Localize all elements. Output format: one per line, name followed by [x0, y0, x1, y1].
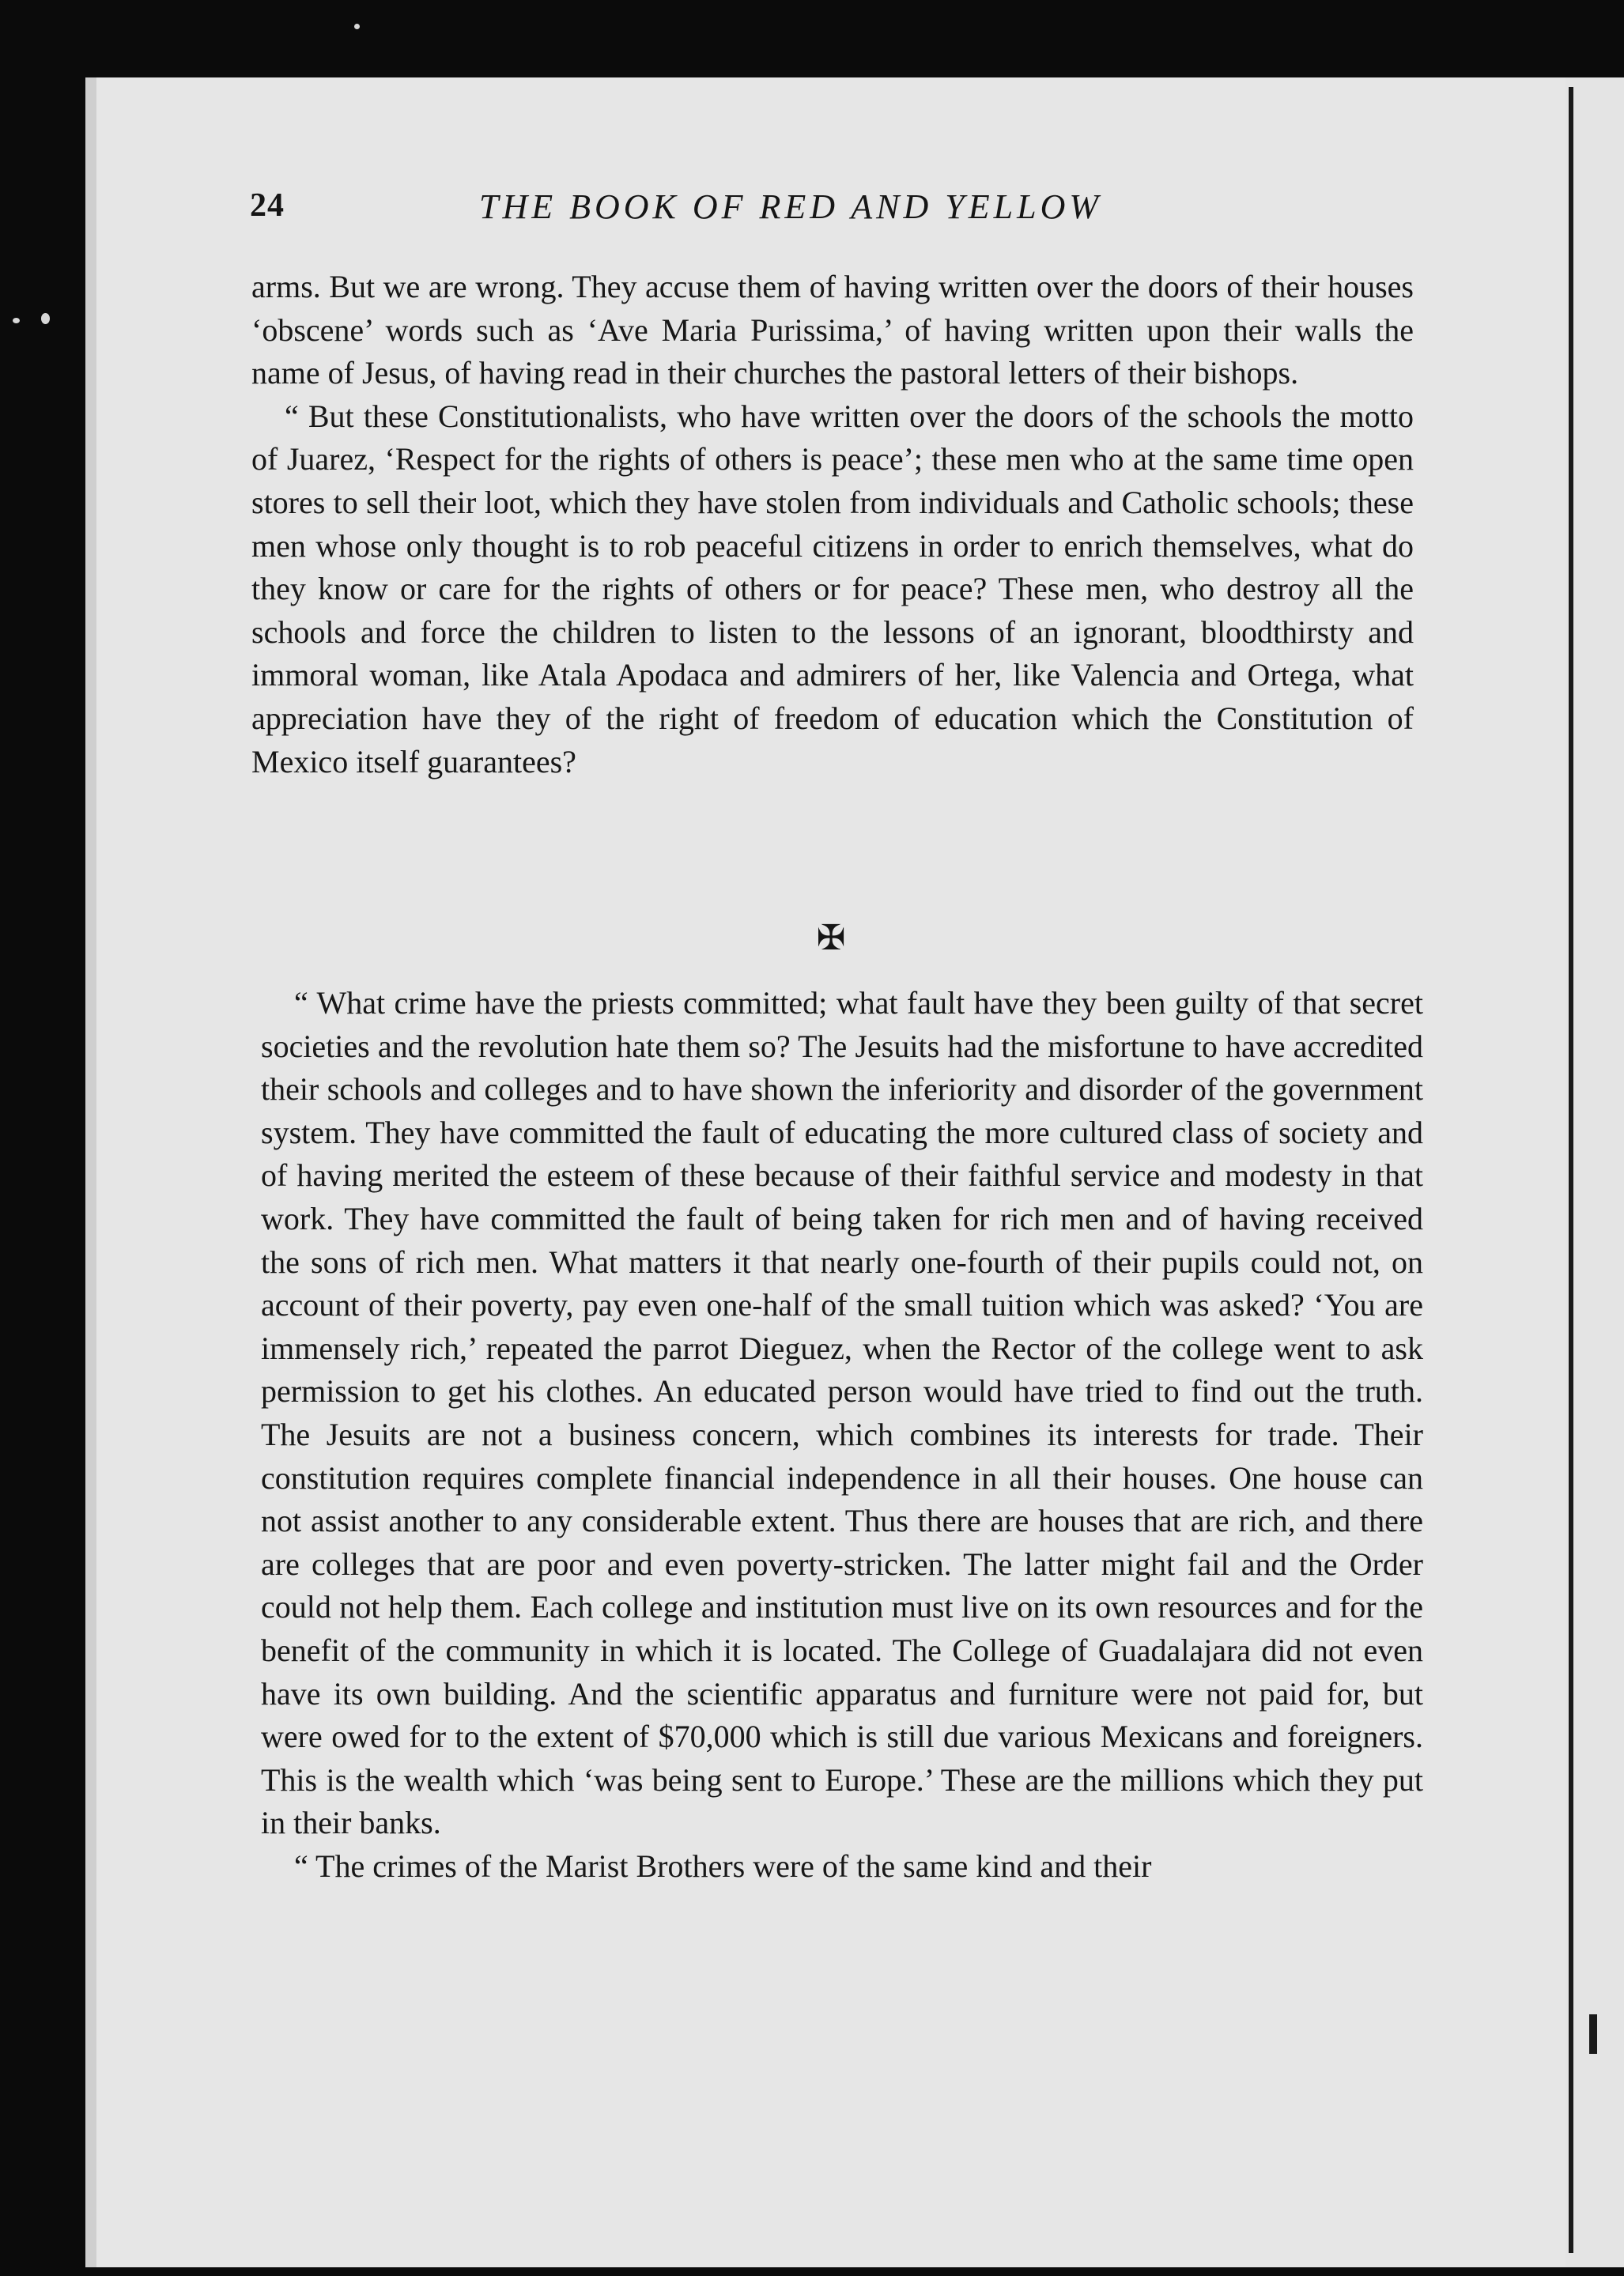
- section-ornament-icon: ✠: [816, 918, 846, 958]
- binding-shadow-line: [1569, 87, 1573, 2253]
- facing-page-edge: [1565, 77, 1624, 2267]
- running-header: [250, 187, 1404, 234]
- paragraph: “ The crimes of the Marist Brothers were of the same kind and their: [294, 1848, 1152, 1884]
- paragraph: “ What crime have the priests committed; what fault have they been guilty of that secret societies and the revolution hate them so? The Jesuits had the misfortune to have accredited their schools and colleges and to have shown the inferiority and disorder of the government system. They have committed the fault of educating the more cultured class of society and of having merited the esteem of these because of their faithful service and modesty in that work. They have committed the fault of being taken for rich men and of having received the sons of rich men. What matters it that nearly one-fourth of their pupils could not, on account of their poverty, pay even one-half of the small tuition which was asked? ‘You are immensely rich,’ repeated the parrot Dieguez, when the Rector of the college went to ask permission to get his clothes. An educated person would have tried to find out the truth. The Jesuits are not a business concern, which combines its interests for trade. Their constitution requires complete financial independence in all their houses. One house can not assist another to any considerable extent. Thus there are houses that are rich, and there are colleges that are poor and even poverty-stricken. The latter might fail and the Order could not help them. Each college and institution must live on its own resources and for the benefit of the community in which it is located. The College of Guadalajara did not even have its own building. And the scientific apparatus and furniture were not paid for, but were owed for to the extent of $70,000 which is still due various Mexicans and foreigners. This is the wealth which ‘was being sent to Europe.’ These are the millions which they put in their banks.: [261, 985, 1423, 1841]
- scan-speck: [354, 24, 360, 29]
- scan-speck: [13, 318, 20, 323]
- scan-speck: [41, 313, 50, 324]
- book-title: THE BOOK OF RED AND YELLOW: [479, 187, 1103, 226]
- paragraph: “ But these Constitutionalists, who have written over the doors of the schools the motto of Juarez, ‘Respect for the rights of others is peace’; these men who at the same time open stores to sell their loot, which they have stolen from individuals and Catholic schools; these men whose only thought is to rob peaceful citizens in order to enrich themselves, what do they know or care for the rights of others or for peace? These men, who destroy all the schools and force the children to listen to the lessons of an ignorant, bloodthirsty and immoral woman, like Atala Apodaca and admirers of her, like Valencia and Ortega, what appreciation have they of the right of freedom of education which the Constitution of Mexico itself guarantees?: [251, 398, 1414, 779]
- body-text-top: [251, 266, 1414, 783]
- page-number: 24: [250, 187, 285, 224]
- paragraph: arms. But we are wrong. They accuse them of having written over the doors of their houses ‘obscene’ words such as ‘Ave Maria Purissima,’ of having written upon their walls the name of Jesus, of having read in their churches the pastoral letters of their bishops.: [251, 269, 1414, 391]
- body-text-bottom: [261, 982, 1423, 1888]
- scan-mark: [1589, 2014, 1597, 2054]
